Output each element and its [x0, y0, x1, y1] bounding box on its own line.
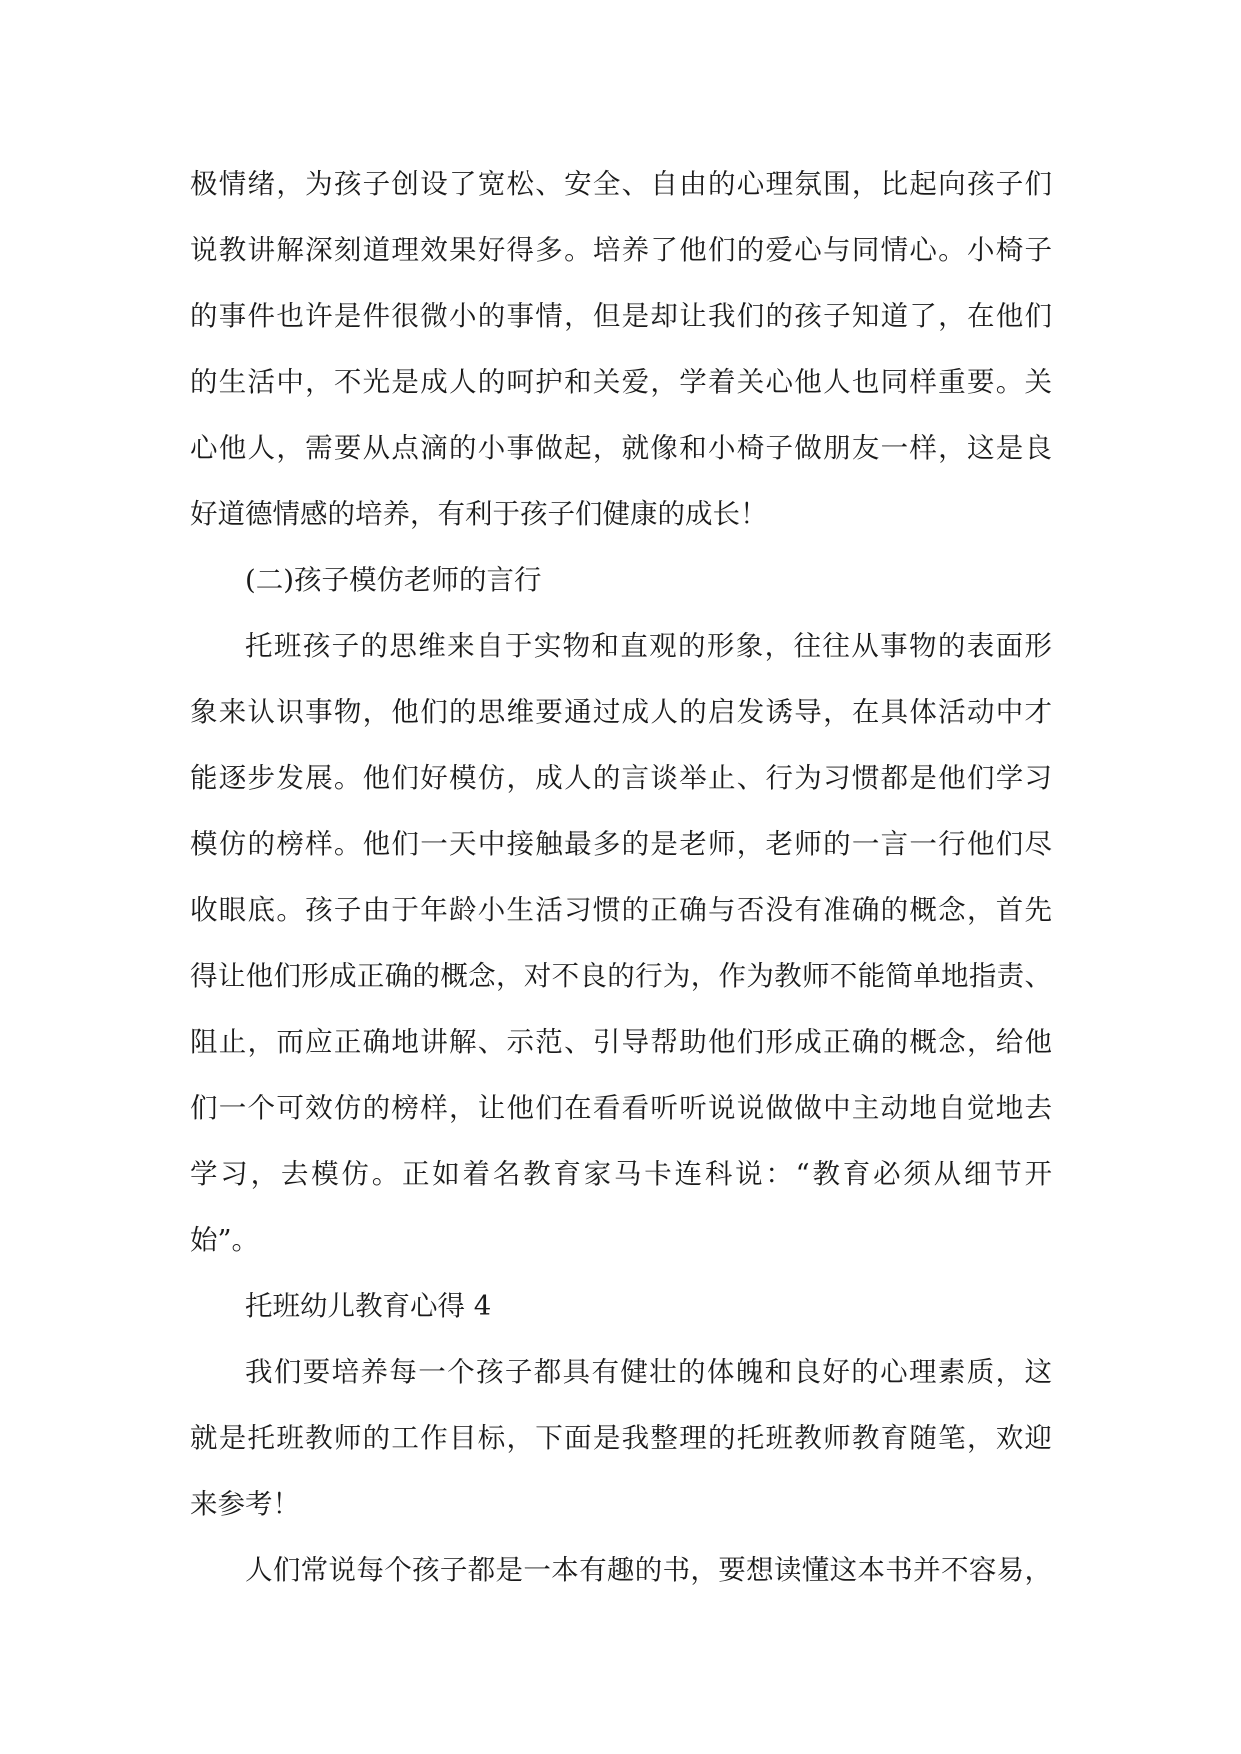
paragraph-line: 得让他们形成正确的概念，对不良的行为，作为教师不能简单地指责、 [190, 960, 1052, 992]
paragraph-line: 来参考！ [190, 1488, 300, 1520]
paragraph-line: 阻止，而应正确地讲解、示范、引导帮助他们形成正确的概念，给他 [190, 1026, 1052, 1058]
paragraph-line: 好道德情感的培养，有利于孩子们健康的成长！ [190, 498, 768, 530]
document-page [190, 151, 1052, 1603]
paragraph-line: 人们常说每个孩子都是一本有趣的书，要想读懂这本书并不容易， [245, 1554, 1052, 1586]
paragraph-line: 象来认识事物，他们的思维要通过成人的启发诱导，在具体活动中才 [190, 696, 1052, 728]
section-heading: 托班幼儿教育心得 4 [245, 1290, 492, 1322]
paragraph-line: 学习，去模仿。正如着名教育家马卡连科说：“教育必须从细节开 [190, 1158, 1052, 1190]
paragraph-line: 说教讲解深刻道理效果好得多。培养了他们的爱心与同情心。小椅子 [190, 234, 1052, 266]
paragraph-line: 托班孩子的思维来自于实物和直观的形象，往往从事物的表面形 [245, 630, 1052, 662]
paragraph-line: 始”。 [190, 1224, 260, 1256]
paragraph-line: 心他人，需要从点滴的小事做起，就像和小椅子做朋友一样，这是良 [190, 432, 1052, 464]
paragraph-line: 我们要培养每一个孩子都具有健壮的体魄和良好的心理素质，这 [245, 1356, 1052, 1388]
paragraph-line: 收眼底。孩子由于年龄小生活习惯的正确与否没有准确的概念，首先 [190, 894, 1052, 926]
paragraph-line: 们一个可效仿的榜样，让他们在看看听听说说做做中主动地自觉地去 [190, 1092, 1052, 1124]
paragraph-line: 能逐步发展。他们好模仿，成人的言谈举止、行为习惯都是他们学习 [190, 762, 1052, 794]
paragraph-line: 极情绪，为孩子创设了宽松、安全、自由的心理氛围，比起向孩子们 [190, 168, 1052, 200]
paragraph-line: 模仿的榜样。他们一天中接触最多的是老师，老师的一言一行他们尽 [190, 828, 1052, 860]
section-heading: (二)孩子模仿老师的言行 [245, 564, 542, 596]
paragraph-line: 的事件也许是件很微小的事情，但是却让我们的孩子知道了，在他们 [190, 300, 1052, 332]
paragraph-line: 就是托班教师的工作目标，下面是我整理的托班教师教育随笔，欢迎 [190, 1422, 1052, 1454]
paragraph-line: 的生活中，不光是成人的呵护和关爱，学着关心他人也同样重要。关 [190, 366, 1052, 398]
